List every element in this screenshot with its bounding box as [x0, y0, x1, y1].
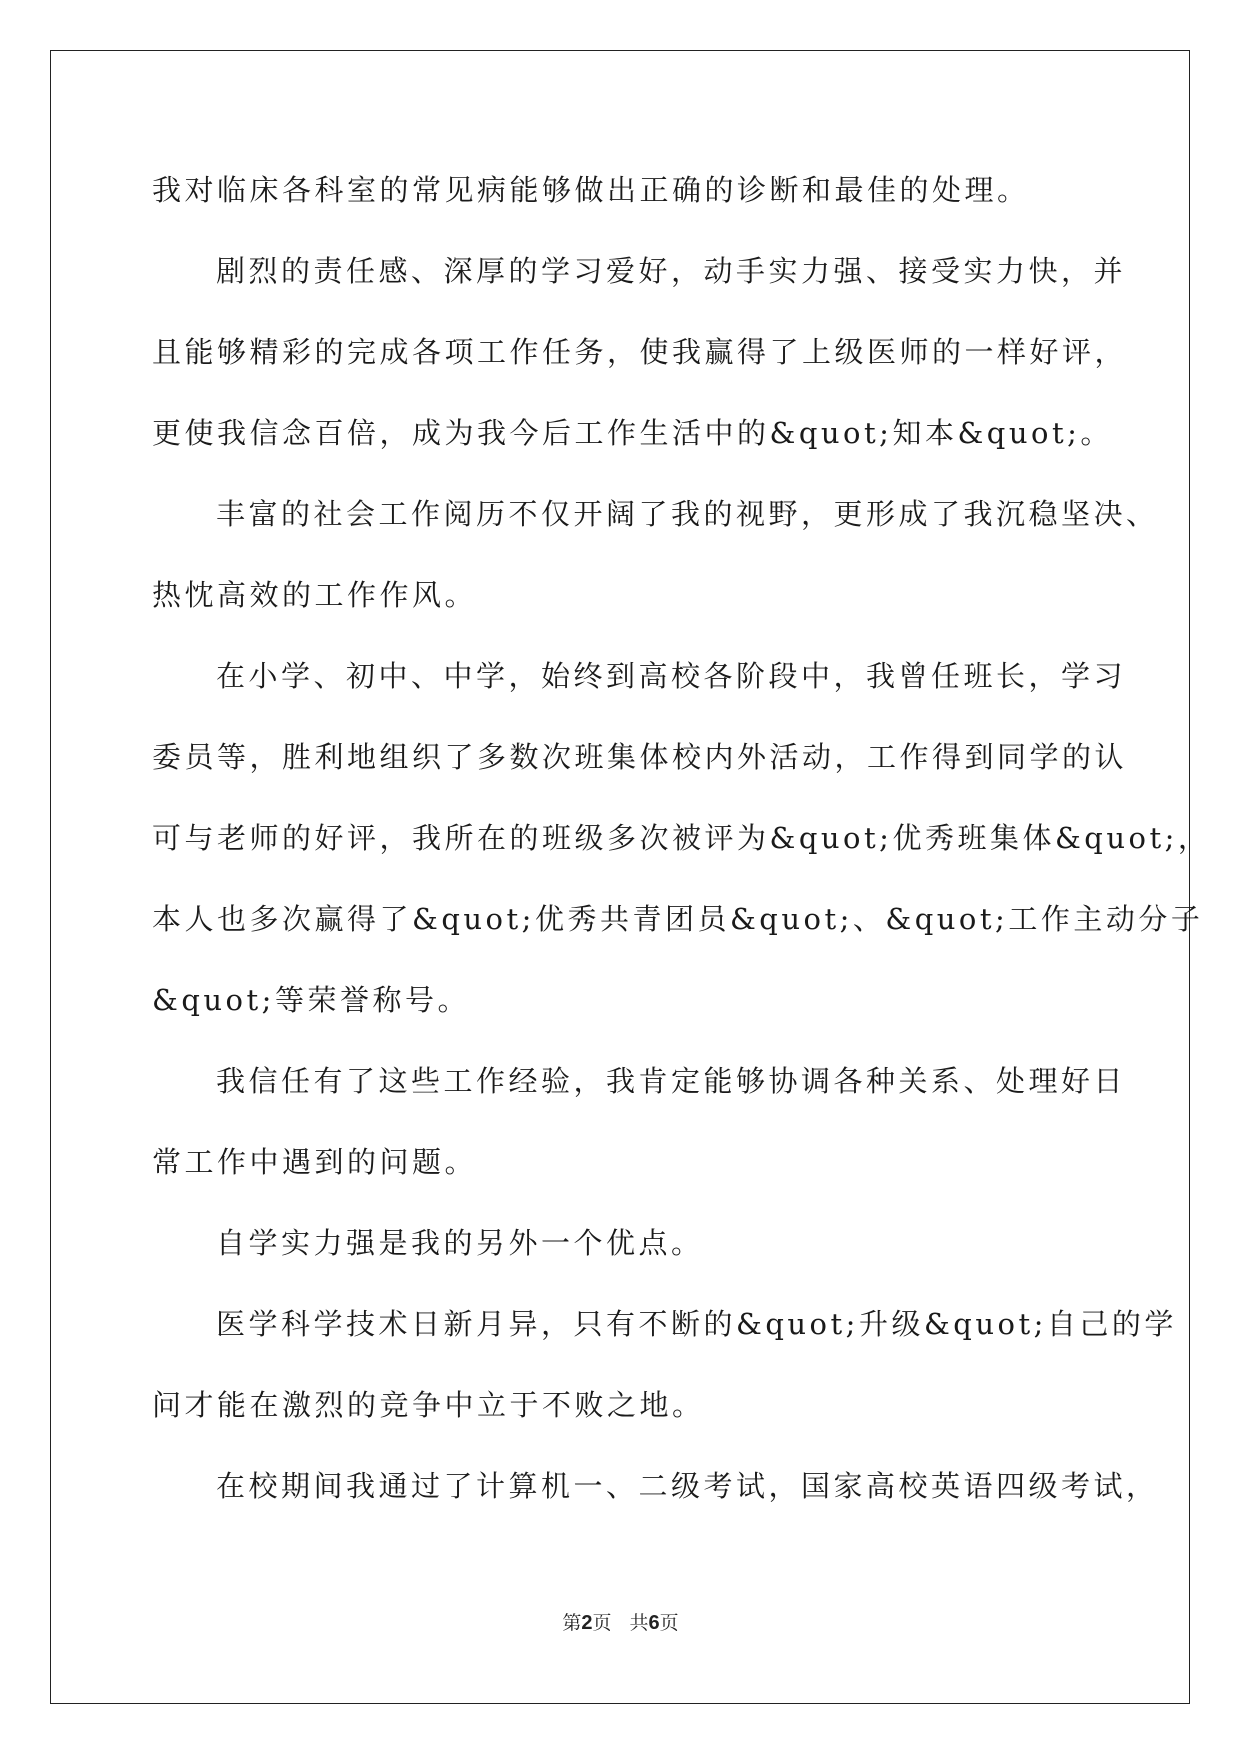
- text-line-14: 自学实力强是我的另外一个优点。: [216, 1226, 704, 1260]
- text-line-3: 且能够精彩的完成各项工作任务，使我赢得了上级医师的一样好评，: [152, 335, 1128, 369]
- total-prefix: 共: [629, 1612, 649, 1634]
- text-line-16: 问才能在激烈的竞争中立于不败之地。: [152, 1388, 705, 1422]
- page-suffix: 页: [592, 1612, 612, 1634]
- text-line-4: 更使我信念百倍，成为我今后工作生活中的&quot;知本&quot;。: [152, 416, 1113, 450]
- text-line-12: 我信任有了这些工作经验，我肯定能够协调各种关系、处理好日: [216, 1064, 1127, 1098]
- text-line-6: 热忱高效的工作作风。: [152, 578, 478, 612]
- text-line-7: 在小学、初中、中学，始终到高校各阶段中，我曾任班长，学习: [216, 659, 1127, 693]
- total-suffix: 页: [659, 1612, 679, 1634]
- text-line-9: 可与老师的好评，我所在的班级多次被评为&quot;优秀班集体&quot;，: [152, 821, 1211, 855]
- text-line-5: 丰富的社会工作阅历不仅开阔了我的视野，更形成了我沉稳坚决、: [216, 497, 1159, 531]
- text-line-17: 在校期间我通过了计算机一、二级考试，国家高校英语四级考试，: [216, 1469, 1159, 1503]
- text-line-8: 委员等，胜利地组织了多数次班集体校内外活动，工作得到同学的认: [152, 740, 1128, 774]
- text-line-11: &quot;等荣誉称号。: [152, 983, 470, 1017]
- text-line-10: 本人也多次赢得了&quot;优秀共青团员&quot;、&quot;工作主动分子: [152, 902, 1204, 936]
- text-line-1: 我对临床各科室的常见病能够做出正确的诊断和最佳的处理。: [152, 173, 1030, 207]
- text-line-15: 医学科学技术日新月异，只有不断的&quot;升级&quot;自己的学: [216, 1307, 1177, 1341]
- text-line-2: 剧烈的责任感、深厚的学习爱好，动手实力强、接受实力快，并: [216, 254, 1127, 288]
- page-footer: [0, 1611, 1241, 1635]
- total-pages: 6: [648, 1612, 660, 1634]
- page-number: 2: [581, 1612, 593, 1634]
- page-border: [50, 50, 1190, 1704]
- text-line-13: 常工作中遇到的问题。: [152, 1145, 478, 1179]
- page-prefix: 第: [562, 1612, 582, 1634]
